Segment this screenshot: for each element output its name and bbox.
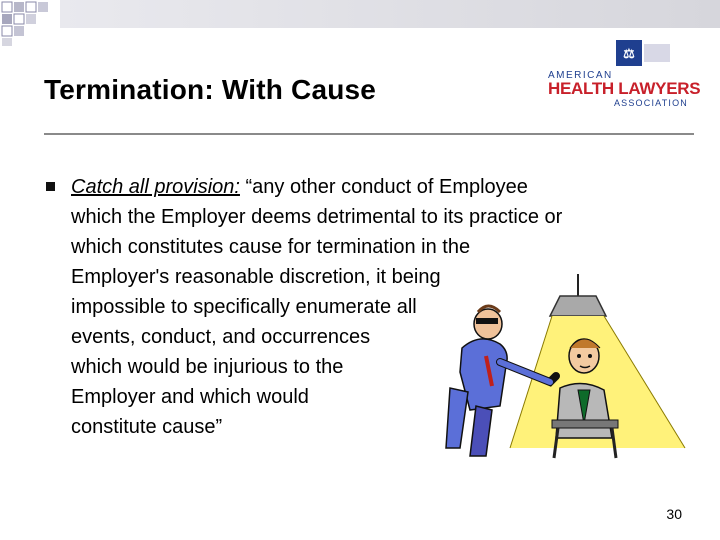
slide-title: Termination: With Cause <box>44 74 377 105</box>
title-divider <box>44 133 694 135</box>
bullet-lead: Catch all provision: <box>71 176 240 198</box>
bullet-line-8: Employer and which would <box>71 386 309 408</box>
bullet-line-4: Employer's reasonable discretion, it being <box>71 266 441 288</box>
title-bar-decoration <box>60 0 720 28</box>
bullet-line-1 <box>71 172 671 202</box>
corner-squares-decoration <box>0 0 60 48</box>
page-number: 30 <box>666 506 682 522</box>
bullet-line-3: which constitutes cause for termination in the <box>71 236 471 258</box>
svg-text:⚖: ⚖ <box>623 46 635 61</box>
bullet-line-5: impossible to specifically enumerate all <box>71 296 417 318</box>
bullet-line-1-rest: “any other conduct of Employee <box>239 176 528 198</box>
logo-line-health-lawyers: HEALTH LAWYERS <box>548 79 701 98</box>
logo-line-american: AMERICAN <box>548 70 613 81</box>
bullet-line-7: which would be injurious to the <box>71 356 344 378</box>
ahla-logo <box>548 40 701 110</box>
logo-line-association: ASSOCIATION <box>613 98 688 108</box>
interrogation-scene-illustration <box>440 270 690 470</box>
bullet-square-icon <box>46 182 55 191</box>
ahla-emblem-icon <box>616 40 672 68</box>
bullet-line-6: events, conduct, and occurrences <box>71 326 371 348</box>
bullet-line-9: constitute cause” <box>71 416 223 438</box>
bullet-line-2: which the Employer deems detrimental to its practice or <box>71 206 563 228</box>
